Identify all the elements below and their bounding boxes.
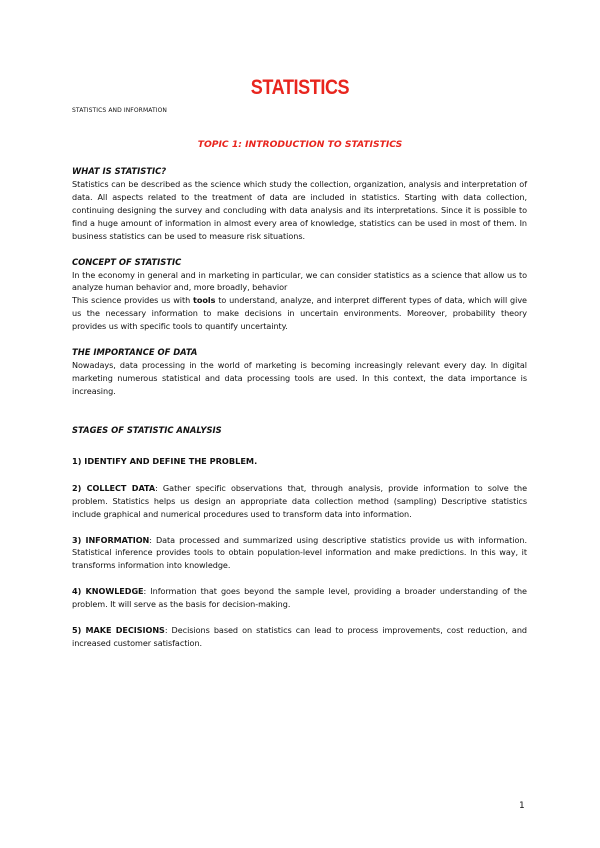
section-what-is-statistic: [72, 165, 527, 243]
section-heading: CONCEPT OF STATISTIC: [72, 256, 182, 267]
section-stages: [72, 424, 527, 650]
stage-label: 2) COLLECT DATA: [72, 482, 156, 493]
stage-1: 1) IDENTIFY AND DEFINE THE PROBLEM.: [72, 455, 258, 466]
bold-term-tools: tools: [193, 295, 216, 306]
section-heading: WHAT IS STATISTIC?: [72, 166, 167, 176]
document-body: [72, 165, 527, 650]
stage-5: [72, 624, 527, 650]
section-paragraph-tools: [72, 294, 527, 333]
document-title: STATISTICS: [250, 76, 350, 99]
text-run: This science provides us with: [72, 295, 194, 306]
section-concept: [72, 256, 527, 334]
stage-label: 4) KNOWLEDGE: [72, 586, 144, 597]
section-paragraph: In the economy in general and in marketing in particular, we can consider statistics as a science that allow us to analyze human behavior and, more broadly, behavior: [72, 269, 527, 293]
stage-label: 3) INFORMATION: [72, 534, 150, 545]
document-subtitle: STATISTICS AND INFORMATION: [72, 107, 168, 114]
section-heading: STAGES OF STATISTIC ANALYSIS: [72, 424, 222, 435]
topic-heading: TOPIC 1: INTRODUCTION TO STATISTICS: [197, 139, 403, 150]
stage-text: : Decisions based on statistics can lead to process improvements, cost reduction, and increased customer satisfaction.: [72, 625, 527, 648]
section-paragraph: Nowadays, data processing in the world of marketing is becoming increasingly relevant every day. In digital marketing numerous statistical and data processing tools are used. In this context, the data importance is increasing.: [72, 360, 527, 396]
stage-4: [72, 585, 527, 611]
section-paragraph: Statistics can be described as the science which study the collection, organization, analysis and interpretation of data. All aspects related to the treatment of data are included in statistics. Starting with data collection, continuing designing the survey and concluding with data analysis and its interpretations. Since it is possible to find a huge amount of information in almost every area of knowledge, statistics can be used in most of them. In business statistics can be used to measure risk situations.: [72, 179, 527, 241]
section-importance: [72, 346, 527, 398]
stage-2: [72, 482, 527, 521]
page-number: 1: [519, 801, 525, 811]
stage-text: : Data processed and summarized using descriptive statistics provide us with information. Statistical inference provides tools to obtain population-level information and make predictions. In this way, it transforms information into knowledge.: [72, 534, 527, 571]
stage-text: : Information that goes beyond the sample level, providing a broader understanding of the problem. It will serve as the basis for decision-making.: [72, 586, 527, 610]
text-run: to understand, analyze, and interpret different types of data, which will give us the necessary information to make decisions in uncertain environments. Moreover, probability theory provides us with specific tools to quantify uncertainty.: [72, 295, 527, 332]
section-heading: THE IMPORTANCE OF DATA: [72, 347, 198, 358]
stage-text: : Gather specific observations that, through analysis, provide information to solve the problem. Statistics helps us design an appropriate data collection method (sampling) Descriptive statistics include graphical and numerical procedures used to transform data into information.: [72, 482, 527, 519]
stage-3: [72, 534, 527, 573]
stage-label: 5) MAKE DECISIONS: [72, 625, 165, 636]
